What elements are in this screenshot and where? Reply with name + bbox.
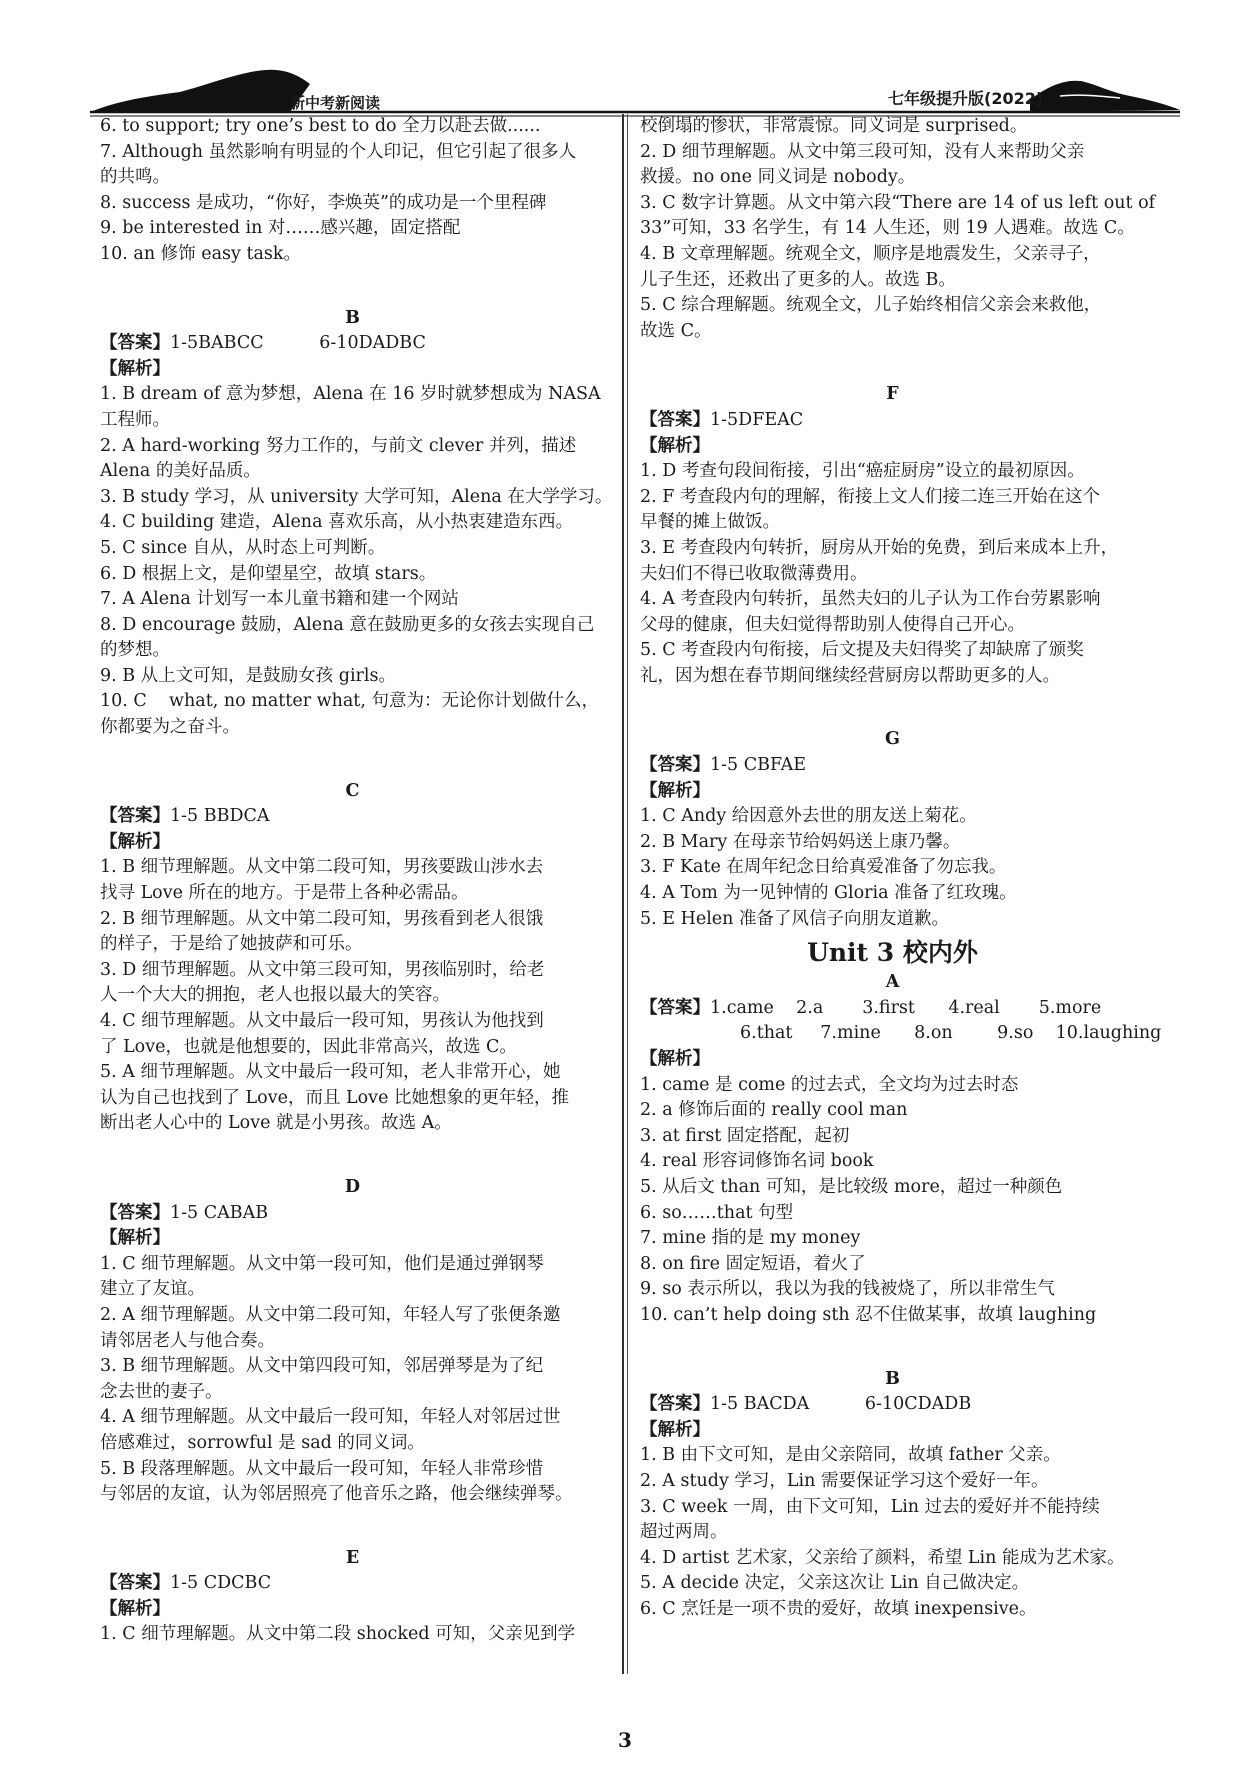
text-line: 5. E Helen 准备了风信子向朋友道歉。 — [640, 908, 950, 929]
analysis-label: 【解析】 — [100, 358, 170, 379]
text-line: 礼，因为想在春节期间继续经营厨房以帮助更多的人。 — [640, 665, 1060, 686]
answer-value: 1-5 CABAB — [170, 1202, 269, 1223]
text-line: 3. C 数字计算题。从文中第六段“There are 14 of us left out of — [640, 192, 1156, 213]
text-line: 10. can’t help doing sth 忍不住做某事，故填 laughing — [640, 1304, 1097, 1325]
text-line: 1. C 细节理解题。从文中第二段 shocked 可知，父亲见到学 — [100, 1624, 576, 1645]
analysis-label: 【解析】 — [640, 1049, 710, 1069]
text-line: 6. C 烹饪是一项不贵的爱好，故填 inexpensive。 — [640, 1598, 1037, 1619]
text-line: 5. B 段落理解题。从文中最后一段可知，年轻人非常珍惜 — [100, 1458, 544, 1479]
text-line: 1. B 由下文可知，是由父亲陪同，故填 father 父亲。 — [640, 1445, 1061, 1466]
text-line: 4. real 形容词修饰名词 book — [640, 1151, 874, 1172]
unit-title: Unit 3 校内外 — [807, 938, 978, 968]
text-line: 3. B study 学习，从 university 大学可知，Alena 在大学学习。 — [100, 486, 613, 507]
text-line: 人一个大大的拥抱，老人也报以最大的笑容。 — [100, 985, 450, 1006]
header-right-title: 七年级提升版(2022) — [888, 89, 1044, 108]
text-line: 8. on fire 固定短语，着火了 — [640, 1253, 866, 1274]
text-line: 4. A 细节理解题。从文中最后一段可知，年轻人对邻居过世 — [100, 1407, 561, 1428]
text-line: 3. at first 固定搭配，起初 — [640, 1125, 850, 1146]
text-line: 33”可知，33 名学生，有 14 人生还，则 19 人遇难。故选 C。 — [640, 218, 1135, 239]
section-title-e: E — [345, 1547, 360, 1568]
column-divider-thin — [627, 114, 628, 1674]
text-line: 2. B 细节理解题。从文中第二段可知，男孩看到老人很饿 — [100, 908, 544, 929]
section-title-f: F — [886, 384, 899, 405]
text-line: 倍感难过，sorrowful 是 sad 的同义词。 — [100, 1432, 425, 1453]
answer-label: 【答案】 — [100, 333, 170, 354]
analysis-label: 【解析】 — [640, 435, 710, 456]
answer-value: 1-5 CDCBC — [170, 1573, 272, 1594]
answer-label: 【答案】 — [100, 806, 170, 827]
left-column — [100, 114, 613, 1648]
text-line: 5. A decide 决定，父亲这次让 Lin 自己做决定。 — [640, 1573, 1030, 1594]
text-line: Alena 的美好品质。 — [100, 461, 261, 482]
text-line: 你都要为之奋斗。 — [100, 717, 240, 738]
right-column — [640, 114, 1162, 1622]
answer-line-2: 6.that 7.mine 8.on 9.so 10.laughing — [740, 1023, 1162, 1044]
text-line: 认为自己也找到了 Love，而且 Love 比她想象的更年轻，推 — [100, 1087, 569, 1108]
answer-line — [640, 753, 1145, 779]
text-line: 2. A 细节理解题。从文中第二段可知，年轻人写了张便条邀 — [100, 1304, 561, 1325]
text-line: 2. A hard-working 努力工作的，与前文 clever 并列，描述 — [100, 435, 577, 456]
answer-label: 【答案】 — [100, 1573, 170, 1594]
text-line: 8. D encourage 鼓励，Alena 意在鼓励更多的女孩去实现自己 — [100, 614, 595, 635]
answer-value: 1-5DFEAC — [710, 409, 804, 430]
answer-line — [100, 331, 605, 357]
text-line: 4. C building 建造，Alena 喜欢乐高，从小热衷建造东西。 — [100, 512, 574, 533]
section-title-d: D — [344, 1176, 361, 1197]
text-line: 1. C 细节理解题。从文中第一段可知，他们是通过弹钢琴 — [100, 1253, 544, 1274]
text-line: 的共鸣。 — [100, 167, 170, 188]
page-header — [0, 0, 1250, 120]
text-line: 4. D artist 艺术家，父亲给了颜料，希望 Lin 能成为艺术家。 — [640, 1547, 1125, 1568]
text-line: 4. B 文章理解题。统观全文，顺序是地震发生，父亲寻子， — [640, 243, 1101, 264]
answer-value: 1-5 BACDA 6-10CDADB — [710, 1394, 972, 1415]
text-line: 6. D 根据上文，是仰望星空，故填 stars。 — [100, 563, 437, 584]
answer-value: 1-5BABCC 6-10DADBC — [170, 333, 426, 354]
answer-line — [640, 996, 1145, 1022]
text-line: 7. A Alena 计划写一本儿童书籍和建一个网站 — [100, 589, 459, 610]
answer-value: 1-5 CBFAE — [710, 755, 807, 776]
text-line: 3. E 考查段内句转折，厨房从开始的免费，到后来成本上升， — [640, 537, 1119, 558]
text-line: 1. came 是 come 的过去式，全文均为过去时态 — [640, 1074, 1019, 1095]
text-line: 念去世的妻子。 — [100, 1381, 223, 1402]
text-line: 2. a 修饰后面的 really cool man — [640, 1100, 908, 1121]
text-line: 故选 C。 — [640, 320, 712, 341]
text-line: 6. so……that 句型 — [640, 1202, 794, 1223]
text-line: 5. C since 自从，从时态上可判断。 — [100, 537, 386, 558]
column-divider — [622, 114, 624, 1674]
text-line: 儿子生还，还救出了更多的人。故选 B。 — [640, 269, 956, 290]
text-line: 1. B 细节理解题。从文中第二段可知，男孩要跋山涉水去 — [100, 857, 544, 878]
section-title-g: G — [885, 729, 900, 750]
text-line: 建立了友谊。 — [100, 1279, 205, 1300]
text-line: 2. A study 学习，Lin 需要保证学习这个爱好一年。 — [640, 1470, 1049, 1491]
section-title-unit3-b: B — [885, 1368, 900, 1389]
analysis-label: 【解析】 — [100, 831, 170, 852]
analysis-label: 【解析】 — [640, 1419, 710, 1440]
answer-line — [640, 408, 1145, 434]
text-line: 8. success 是成功，“你好，李焕英”的成功是一个里程碑 — [100, 192, 547, 213]
text-line: 10. an 修饰 easy task。 — [100, 243, 301, 264]
answer-label: 【答案】 — [100, 1202, 170, 1223]
text-line: 7. Although 虽然影响有明显的个人印记，但它引起了很多人 — [100, 141, 577, 162]
text-line: 与邻居的友谊，认为邻居照亮了他音乐之路，他会继续弹琴。 — [100, 1484, 573, 1505]
text-line: 4. A Tom 为一见钟情的 Gloria 准备了红玫瑰。 — [640, 883, 1017, 904]
answer-label: 【答案】 — [640, 1394, 710, 1415]
text-line: 的样子，于是给了她披萨和可乐。 — [100, 934, 363, 955]
text-line: 6. to support; try one’s best to do 全力以赴去做...... — [100, 116, 541, 136]
header-left-title: 新中考新阅读 — [290, 94, 381, 112]
text-line: 10. C what, no matter what, 句意为：无论你计划做什么， — [100, 691, 599, 712]
text-line: 5. C 综合理解题。统观全文，儿子始终相信父亲会来救他， — [640, 295, 1102, 316]
analysis-label: 【解析】 — [640, 780, 710, 801]
analysis-label: 【解析】 — [100, 1228, 170, 1249]
text-line: 救援。no one 同义词是 nobody。 — [640, 167, 916, 188]
text-line: 工程师。 — [100, 409, 170, 430]
text-line: 4. A 考查段内句转折，虽然夫妇的儿子认为工作台劳累影响 — [640, 589, 1101, 610]
text-line: 超过两周。 — [640, 1522, 728, 1543]
section-title-c: C — [345, 780, 360, 801]
text-line: 5. C 考查段内句衔接，后文提及夫妇得奖了却缺席了颁奖 — [640, 640, 1084, 661]
text-line: 早餐的摊上做饭。 — [640, 512, 780, 533]
text-line: 找寻 Love 所在的地方。于是带上各种必需品。 — [100, 883, 469, 904]
intro-lines — [100, 114, 605, 268]
answer-line — [640, 1392, 1145, 1418]
text-line: 1. C Andy 给因意外去世的朋友送上菊花。 — [640, 806, 977, 827]
text-line: 2. B Mary 在母亲节给妈妈送上康乃馨。 — [640, 831, 961, 852]
answer-line — [100, 1201, 605, 1227]
text-line: 3. F Kate 在周年纪念日给真爱准备了勿忘我。 — [640, 857, 1007, 878]
text-line: 断出老人心中的 Love 就是小男孩。故选 A。 — [100, 1113, 452, 1134]
text-line: 7. mine 指的是 my money — [640, 1228, 861, 1249]
mountain-banner-icon — [0, 0, 1250, 120]
text-line: 9. B 从上文可知，是鼓励女孩 girls。 — [100, 665, 396, 686]
answer-value: 1.came 2.a 3.first 4.real 5.more — [710, 997, 1102, 1018]
text-line: 1. B dream of 意为梦想，Alena 在 16 岁时就梦想成为 NASA — [100, 384, 601, 405]
analysis-label: 【解析】 — [100, 1598, 170, 1619]
text-line: 2. F 考查段内句的理解，衔接上文人们接二连三开始在这个 — [640, 486, 1100, 507]
text-line: 夫妇们不得已收取微薄费用。 — [640, 563, 868, 584]
answer-value: 1-5 BBDCA — [170, 806, 270, 827]
answer-label: 【答案】 — [640, 997, 710, 1018]
answer-line — [100, 1571, 605, 1597]
text-line: 校倒塌的惨状，非常震惊。同义词是 surprised。 — [640, 116, 1028, 136]
answer-label: 【答案】 — [640, 755, 710, 776]
text-line: 3. B 细节理解题。从文中第四段可知，邻居弹琴是为了纪 — [100, 1356, 544, 1377]
text-line: 的梦想。 — [100, 640, 170, 661]
text-line: 父母的健康，但夫妇觉得帮助别人使得自己开心。 — [640, 614, 1025, 635]
text-line: 9. be interested in 对……感兴趣，固定搭配 — [100, 218, 461, 239]
text-line: 4. C 细节理解题。从文中最后一段可知，男孩认为他找到 — [100, 1011, 544, 1031]
text-line: 请邻居老人与他合奏。 — [100, 1330, 275, 1351]
text-line: 2. D 细节理解题。从文中第三段可知，没有人来帮助父亲 — [640, 141, 1085, 162]
text-line: 1. D 考查句段间衔接，引出“癌症厨房”设立的最初原因。 — [640, 461, 1085, 482]
text-line: 5. 从后文 than 可知，是比较级 more，超过一种颜色 — [640, 1176, 1063, 1197]
text-line: 3. D 细节理解题。从文中第三段可知，男孩临别时，给老 — [100, 959, 545, 980]
text-line: 了 Love，也就是他想要的，因此非常高兴，故选 C。 — [100, 1036, 517, 1057]
page-number: 3 — [618, 1728, 632, 1752]
answer-line — [100, 804, 605, 830]
text-line: 5. A 细节理解题。从文中最后一段可知，老人非常开心，她 — [100, 1062, 561, 1083]
section-title-b: B — [345, 307, 360, 328]
text-line: 3. C week 一周，由下文可知，Lin 过去的爱好并不能持续 — [640, 1496, 1100, 1517]
text-line: 9. so 表示所以，我以为我的钱被烧了，所以非常生气 — [640, 1279, 1055, 1300]
answer-label: 【答案】 — [640, 409, 710, 430]
section-title-unit3-a: A — [885, 972, 900, 993]
